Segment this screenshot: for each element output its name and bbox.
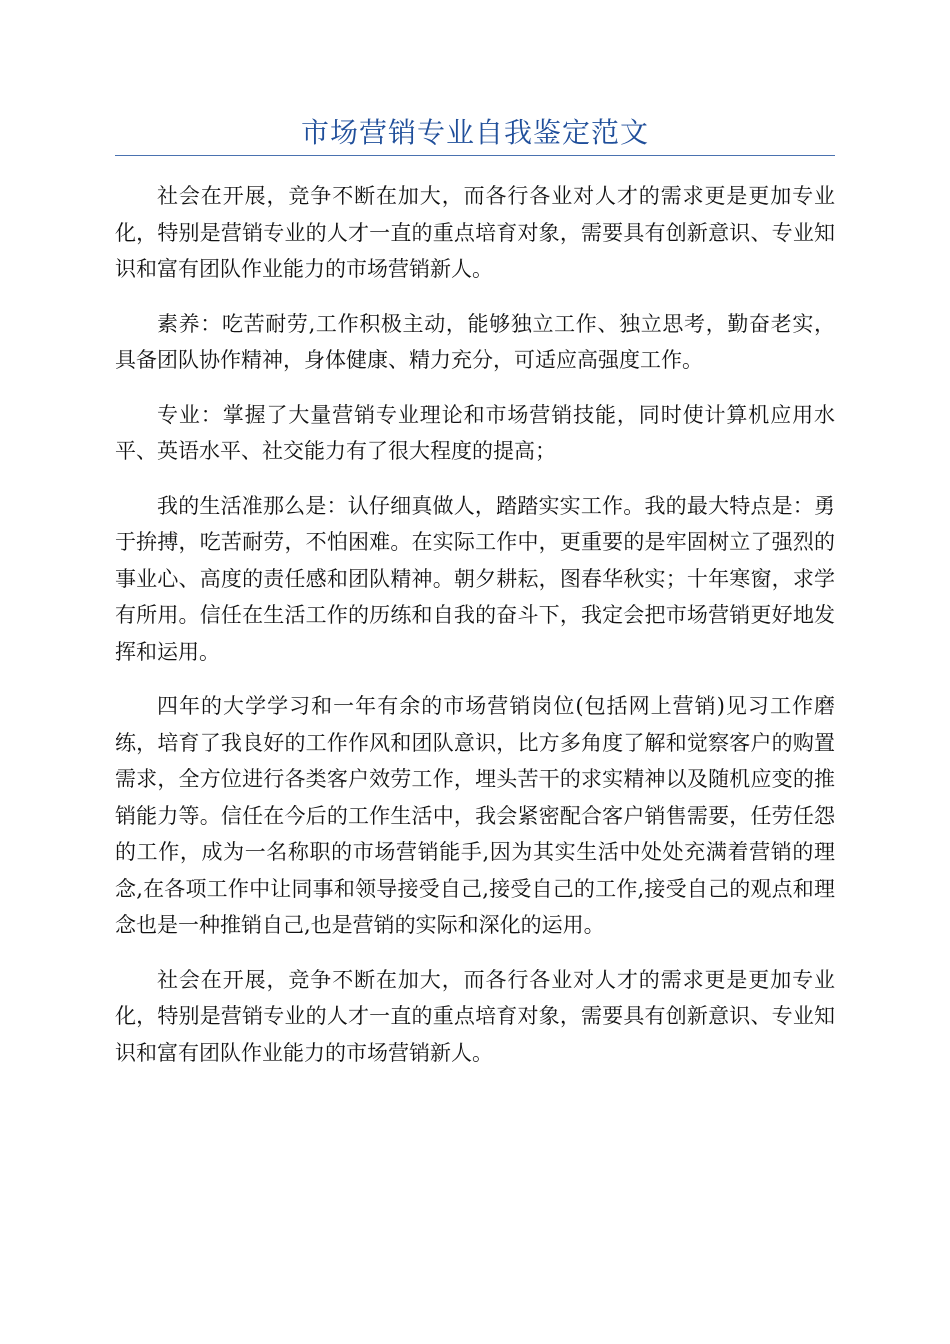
document-title: 市场营销专业自我鉴定范文 [300,116,649,149]
title-underline [115,155,835,156]
paragraph: 社会在开展，竞争不断在加大，而各行各业对人才的需求更是更加专业化，特别是营销专业的人才一直的重点培育对象，需要具有创新意识、专业知识和富有团队作业能力的市场营销新人。 [115,967,835,1065]
paragraph: 社会在开展，竞争不断在加大，而各行各业对人才的需求更是更加专业化，特别是营销专业的人才一直的重点培育对象，需要具有创新意识、专业知识和富有团队作业能力的市场营销新人。 [115,184,835,281]
document-page [115,0,835,1089]
document-body [115,178,835,1071]
paragraph: 四年的大学学习和一年有余的市场营销岗位(包括网上营销)见习工作磨练，培育了我良好的工作作风和团队意识，比方多角度了解和觉察客户的购置需求，全方位进行各类客户效劳工作，埋头苦干的求实精神以及随机应变的推销能力等。信任在今后的工作生活中，我会紧密配合客户销售需要，任劳任怨的工作，成为一名称职的市场营销能手,因为其实生活中处处充满着营销的理念,在各项工作中让同事和领导接受自己,接受自己的工作,接受自己的观点和理念也是一种推销自己,也是营销的实际和深化的运用。 [115,694,835,937]
paragraph: 我的生活准那么是：认仔细真做人，踏踏实实工作。我的最大特点是：勇于拚搏，吃苦耐劳，不怕困难。在实际工作中，更重要的是牢固树立了强烈的事业心、高度的责任感和团队精神。朝夕耕耘，图春华秋实；十年寒窗，求学有所用。信任在生活工作的历练和自我的奋斗下，我定会把市场营销更好地发挥和运用。 [115,493,835,664]
paragraph: 素养：吃苦耐劳,工作积极主动，能够独立工作、独立思考，勤奋老实，具备团队协作精神，身体健康、精力充分，可适应高强度工作。 [115,311,835,372]
paragraph: 专业：掌握了大量营销专业理论和市场营销技能，同时使计算机应用水平、英语水平、社交能力有了很大程度的提高； [115,402,835,463]
